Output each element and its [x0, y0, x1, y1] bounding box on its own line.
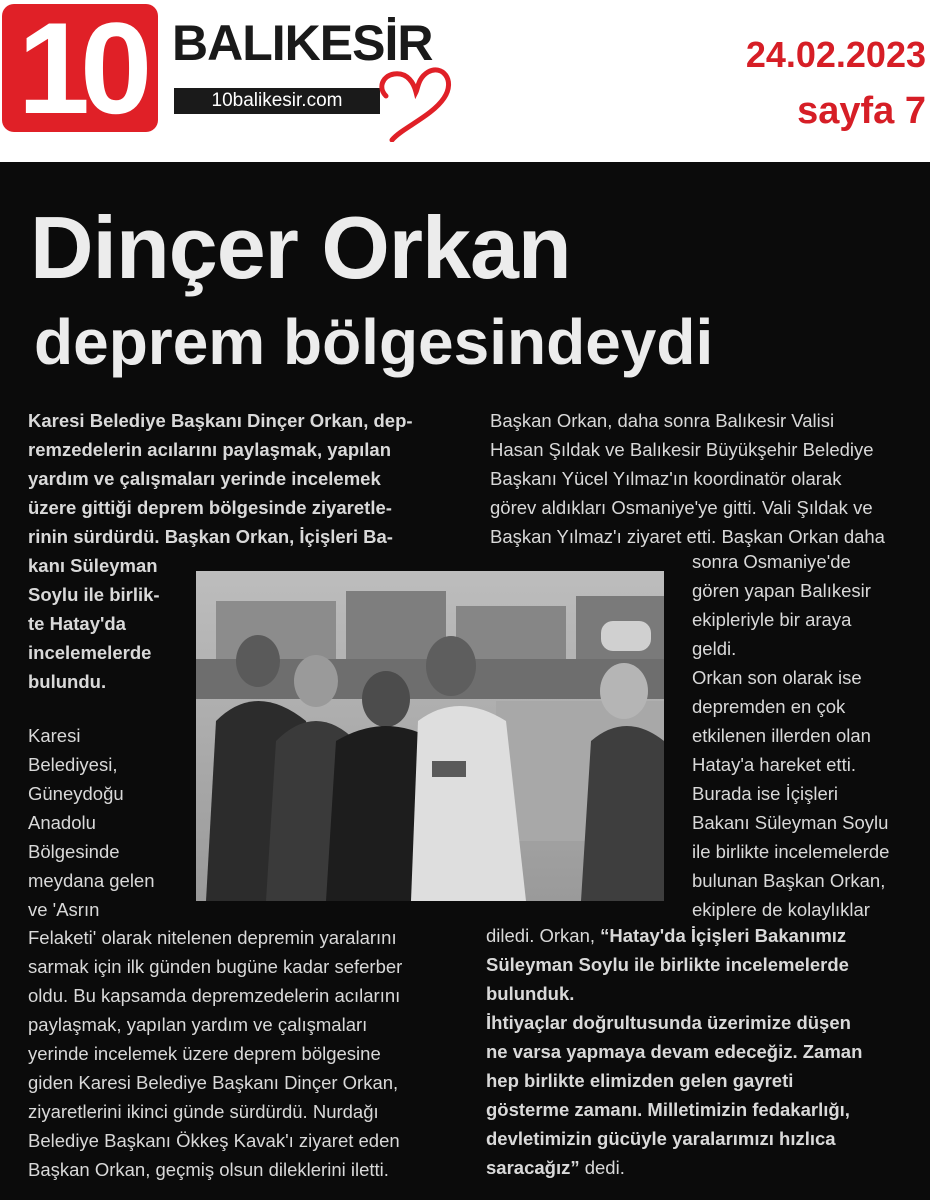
heart-icon: [372, 58, 454, 142]
text-line: ne varsa yapmaya devam edeceğiz. Zaman: [486, 1041, 863, 1062]
quote-text: “Hatay'da İçişleri Bakanımız: [600, 925, 847, 946]
text-line: İhtiyaçlar doğrultusunda üzerimize düşen: [486, 1012, 851, 1033]
text-line: ekiplere de kolaylıklar: [692, 899, 870, 920]
lead-paragraph-narrow: [28, 551, 160, 696]
logo-10-badge: [2, 0, 158, 141]
text-line: incelemelerde: [28, 642, 152, 663]
text-line: gören yapan Balıkesir: [692, 580, 871, 601]
plain-text: diledi. Orkan,: [486, 925, 601, 946]
headline-line-2: deprem bölgesindeydi: [34, 306, 714, 378]
text-line: depremden en çok: [692, 696, 846, 717]
text-line: ziyaretlerini ikinci günde sürdürdü. Nurdağı: [28, 1101, 379, 1122]
news-photo: [196, 571, 664, 901]
text-line: paylaşmak, yapılan yardım ve çalışmaları: [28, 1014, 368, 1035]
text-line: Orkan son olarak ise: [692, 667, 862, 688]
text-line: bulunan Başkan Orkan,: [692, 870, 886, 891]
text-line: ekipleriyle bir araya: [692, 609, 852, 630]
text-line: Başkan Orkan, daha sonra Balıkesir Valisi: [490, 410, 835, 431]
text-line: Bakanı Süleyman Soylu: [692, 812, 889, 833]
text-line: giden Karesi Belediye Başkanı Dinçer Orkan,: [28, 1072, 399, 1093]
text-line: Hasan Şıldak ve Balıkesir Büyükşehir Belediye: [490, 439, 874, 460]
text-line: meydana gelen: [28, 870, 155, 891]
body-right-quote: [486, 921, 862, 1182]
photo-scene: [196, 571, 664, 901]
lead-paragraph: [28, 406, 413, 551]
text-line: bulunduk.: [486, 983, 575, 1004]
text-line: Güneydoğu: [28, 783, 124, 804]
logo-number: 10: [17, 0, 143, 141]
text-line: Belediyesi,: [28, 754, 118, 775]
text-line: gösterme zamanı. Milletimizin fedakarlığı,: [486, 1099, 850, 1120]
text-line: devletimizin gücüyle yaralarımızı hızlıca: [486, 1128, 836, 1149]
body-left-wide: [28, 923, 402, 1184]
text-line: Karesi: [28, 725, 81, 746]
text-line: remzedelerin acılarını paylaşmak, yapılan: [28, 439, 391, 460]
text-line: Soylu ile birlik-: [28, 584, 160, 605]
text-line: geldi.: [692, 638, 737, 659]
text-line: Burada ise İçişleri: [692, 783, 839, 804]
text-line: Bölgesinde: [28, 841, 120, 862]
text-line: Anadolu: [28, 812, 96, 833]
text-line: kanı Süleyman: [28, 555, 158, 576]
text-line: ile birlikte incelemelerde: [692, 841, 890, 862]
text-line: Hatay'a hareket etti.: [692, 754, 856, 775]
brand-name: BALIKESİR: [172, 15, 433, 71]
text-line: Başkanı Yücel Yılmaz'ın koordinatör olarak: [490, 468, 842, 489]
text-line: te Hatay'da: [28, 613, 126, 634]
text-line: üzere gittiği deprem bölgesinde ziyaretle-: [28, 497, 392, 518]
text-line: bulundu.: [28, 671, 107, 692]
brand-url: 10balikesir.com: [174, 88, 380, 114]
text-line: Belediye Başkanı Ökkeş Kavak'ı ziyaret eden: [28, 1130, 400, 1151]
body-right-top: [490, 406, 885, 551]
plain-text: dedi.: [579, 1157, 625, 1178]
text-line: [486, 1153, 862, 1182]
text-line: yerinde incelemek üzere deprem bölgesine: [28, 1043, 381, 1064]
text-line: hep birlikte elimizden gelen gayreti: [486, 1070, 794, 1091]
publication-date: 24.02.2023: [745, 34, 926, 75]
text-line: oldu. Bu kapsamda depremzedelerin acılarını: [28, 985, 401, 1006]
text-line: [486, 921, 862, 950]
text-line: yardım ve çalışmaları yerinde incelemek: [28, 468, 381, 489]
text-line: Başkan Orkan, geçmiş olsun dileklerini iletti.: [28, 1159, 389, 1180]
text-line: Felaketi' olarak nitelenen depremin yaralarını: [28, 927, 397, 948]
quote-text: saracağız”: [486, 1157, 580, 1178]
text-line: ve 'Asrın: [28, 899, 100, 920]
body-left-narrow: [28, 721, 155, 924]
text-line: rinin sürdürdü. Başkan Orkan, İçişleri Ba-: [28, 526, 393, 547]
text-line: görev aldıkları Osmaniye'ye gitti. Vali Şıldak ve: [490, 497, 873, 518]
text-line: Başkan Yılmaz'ı ziyaret etti. Başkan Orkan daha: [490, 526, 885, 547]
text-line: sonra Osmaniye'de: [692, 551, 851, 572]
text-line: sarmak için ilk günden bugüne kadar seferber: [28, 956, 403, 977]
text-line: Süleyman Soylu ile birlikte incelemelerde: [486, 954, 849, 975]
body-right-narrow: [692, 547, 889, 924]
headline-line-1: Dinçer Orkan: [30, 198, 571, 297]
publication-page: sayfa 7: [797, 90, 926, 132]
text-line: etkilenen illerden olan: [692, 725, 871, 746]
text-line: Karesi Belediye Başkanı Dinçer Orkan, dep-: [28, 410, 413, 431]
